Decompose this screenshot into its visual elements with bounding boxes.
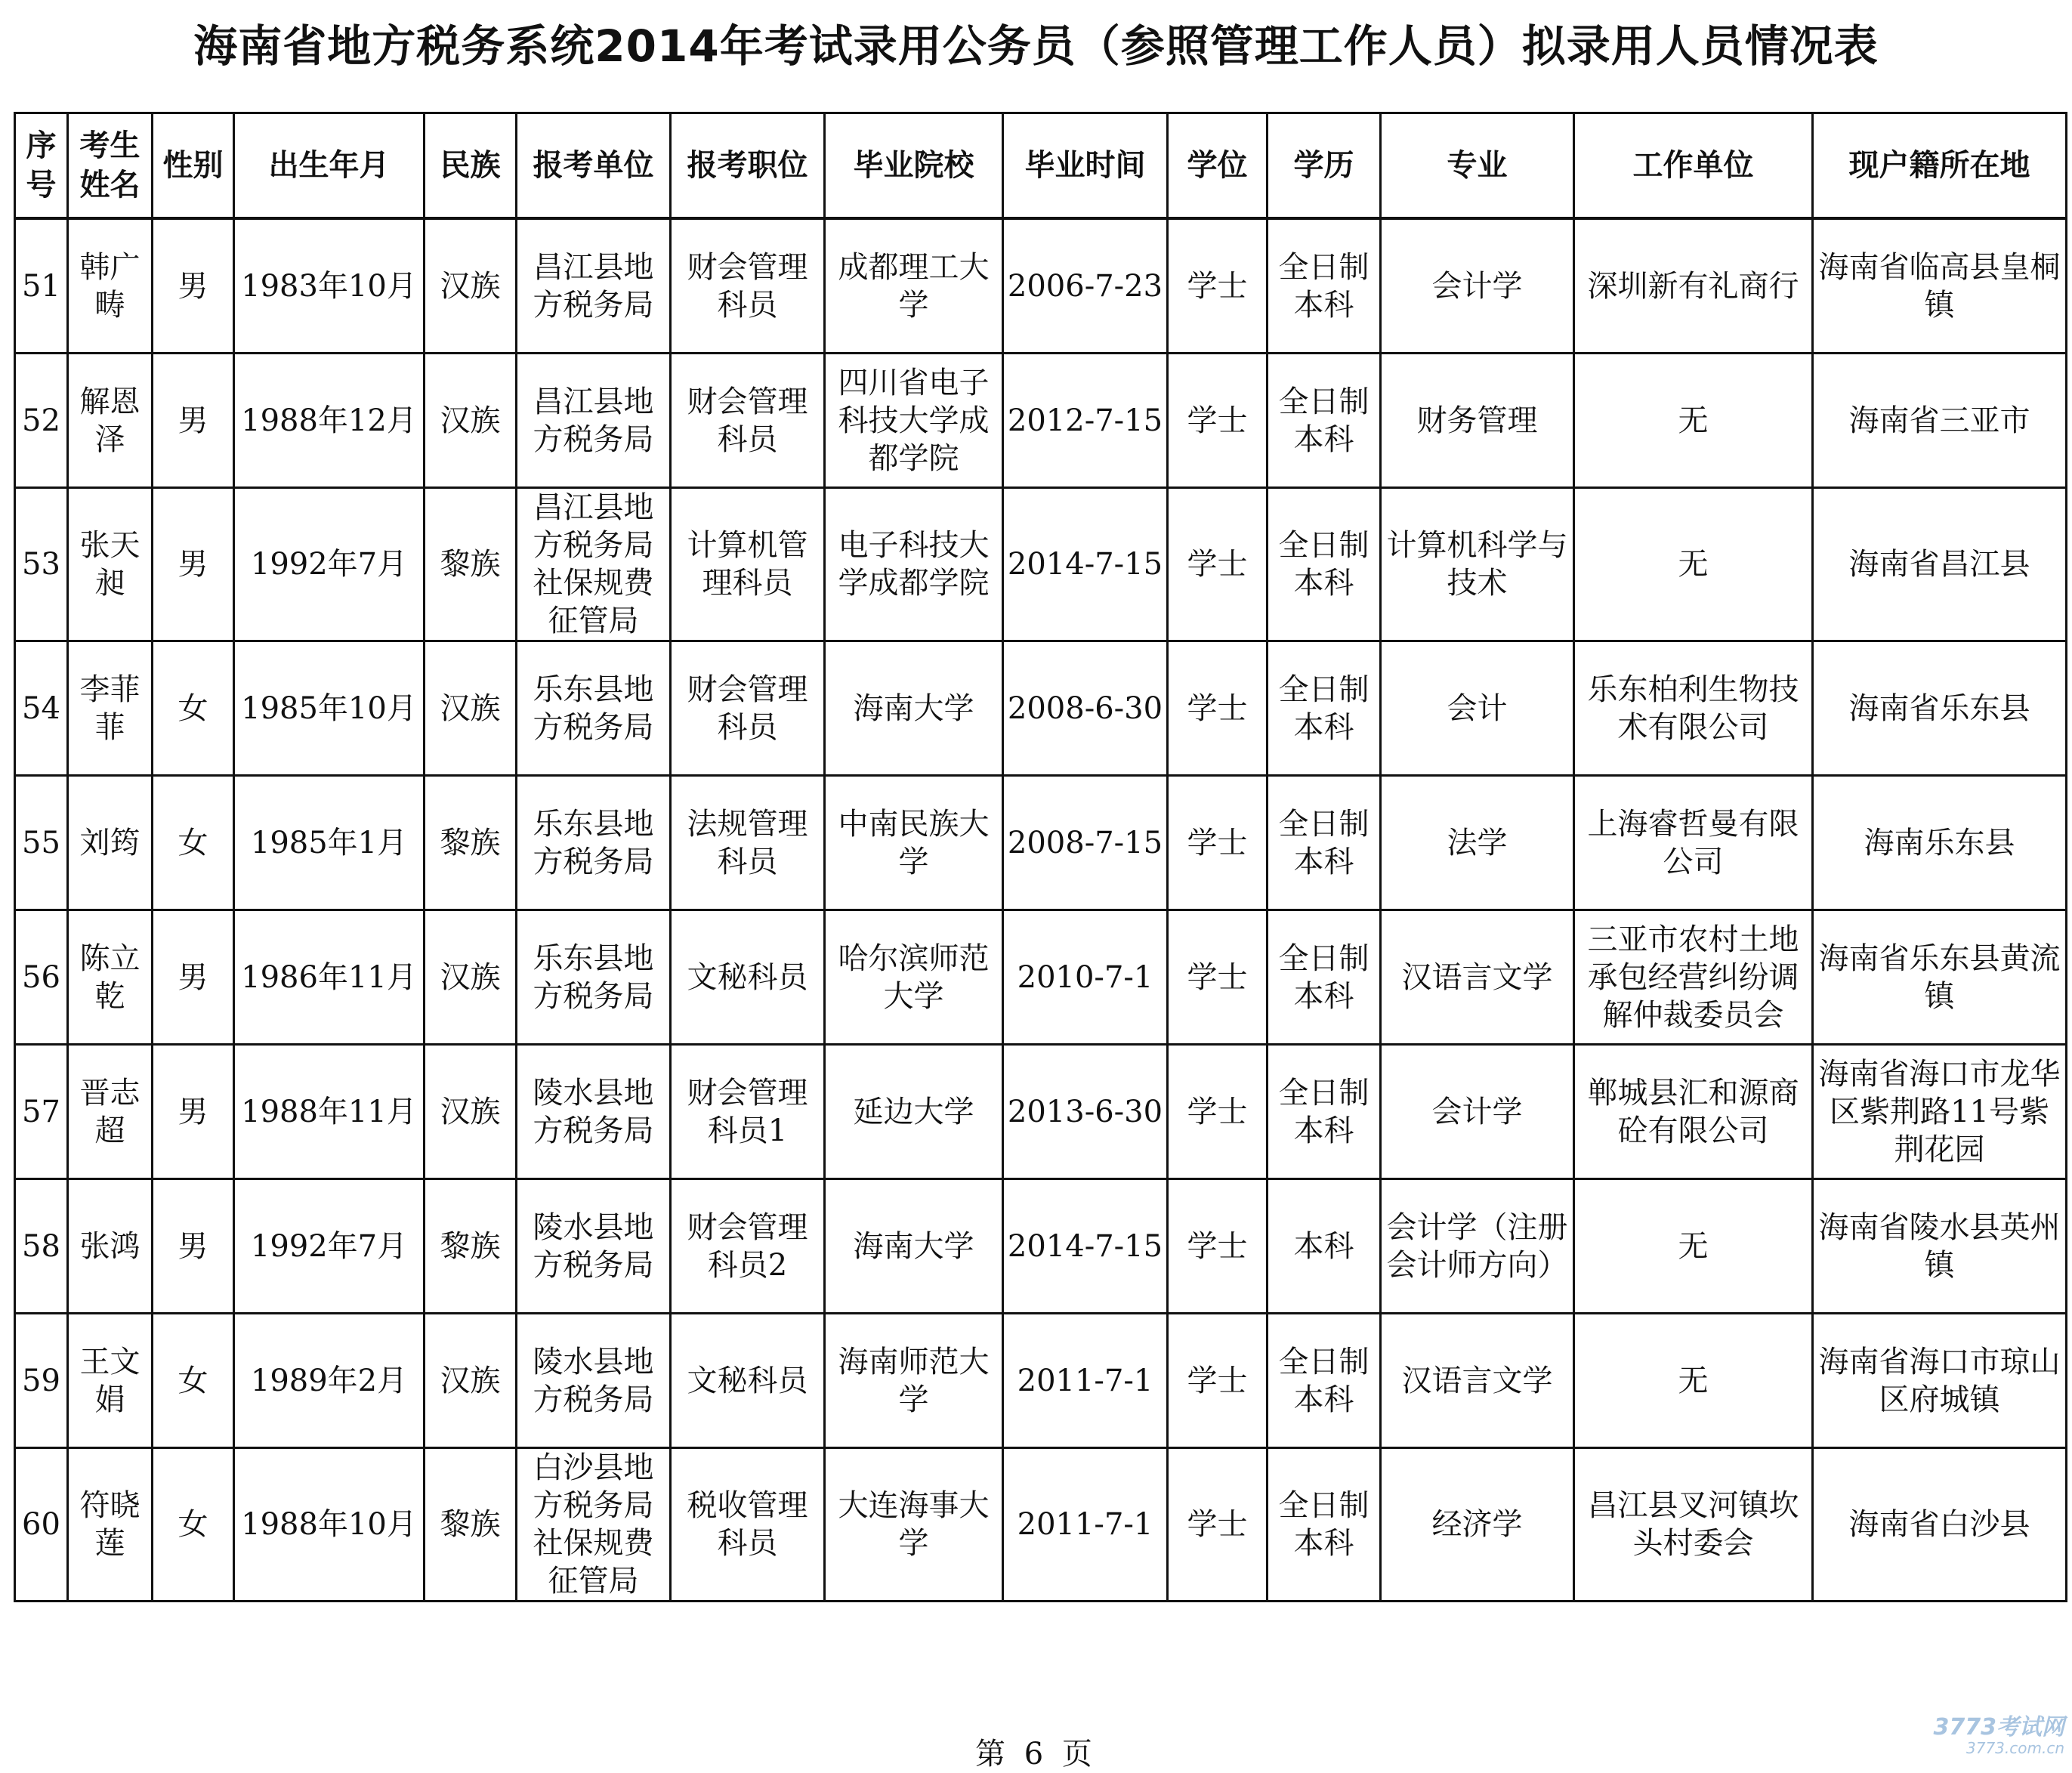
cell-employer: 无 [1574,1314,1813,1448]
table-row [15,776,2067,910]
cell-major: 法学 [1381,776,1574,910]
cell-name: 陈立乾 [68,910,153,1045]
cell-major: 会计学 [1381,218,1574,354]
cell-major: 会计学 [1381,1045,1574,1179]
cell-employer: 乐东柏利生物技术有限公司 [1574,641,1813,776]
cell-education: 全日制本科 [1268,354,1381,488]
cell-index: 55 [15,776,68,910]
cell-index: 51 [15,218,68,354]
cell-ethnicity: 黎族 [425,1179,517,1314]
cell-school: 海南师范大学 [825,1314,1003,1448]
cell-residence: 海南省陵水县英州镇 [1813,1179,2067,1314]
cell-birth: 1988年12月 [234,354,425,488]
cell-position: 税收管理科员 [671,1448,825,1602]
cell-birth: 1988年10月 [234,1448,425,1602]
cell-ethnicity: 黎族 [425,488,517,641]
cell-grad-date: 2012-7-15 [1003,354,1168,488]
candidate-table [14,112,2067,1602]
cell-residence: 海南省临高县皇桐镇 [1813,218,2067,354]
cell-name: 张鸿 [68,1179,153,1314]
cell-degree: 学士 [1168,641,1268,776]
table-row [15,354,2067,488]
cell-grad-date: 2008-6-30 [1003,641,1168,776]
cell-position: 财会管理科员2 [671,1179,825,1314]
cell-name: 韩广畴 [68,218,153,354]
cell-name: 王文娟 [68,1314,153,1448]
col-header-position: 报考职位 [671,113,825,219]
cell-employer: 郸城县汇和源商砼有限公司 [1574,1045,1813,1179]
cell-position: 财会管理科员1 [671,1045,825,1179]
col-header-grad-date: 毕业时间 [1003,113,1168,219]
cell-gender: 男 [153,910,234,1045]
cell-name: 李菲菲 [68,641,153,776]
col-header-name: 考生姓名 [68,113,153,219]
cell-birth: 1992年7月 [234,488,425,641]
cell-index: 52 [15,354,68,488]
cell-degree: 学士 [1168,1448,1268,1602]
cell-birth: 1988年11月 [234,1045,425,1179]
cell-education: 全日制本科 [1268,1045,1381,1179]
cell-residence: 海南乐东县 [1813,776,2067,910]
col-header-employer: 工作单位 [1574,113,1813,219]
cell-major: 会计 [1381,641,1574,776]
cell-position: 财会管理科员 [671,641,825,776]
cell-major: 计算机科学与技术 [1381,488,1574,641]
cell-index: 57 [15,1045,68,1179]
cell-major: 汉语言文学 [1381,910,1574,1045]
cell-position: 文秘科员 [671,1314,825,1448]
cell-name: 张天昶 [68,488,153,641]
cell-school: 海南大学 [825,641,1003,776]
cell-education: 全日制本科 [1268,1314,1381,1448]
cell-education: 全日制本科 [1268,218,1381,354]
cell-education: 全日制本科 [1268,910,1381,1045]
cell-name: 刘筠 [68,776,153,910]
cell-degree: 学士 [1168,354,1268,488]
cell-degree: 学士 [1168,1045,1268,1179]
cell-education: 全日制本科 [1268,641,1381,776]
cell-unit: 陵水县地方税务局 [517,1314,671,1448]
table-header-row [15,113,2067,219]
cell-ethnicity: 汉族 [425,641,517,776]
cell-gender: 男 [153,218,234,354]
col-header-birth: 出生年月 [234,113,425,219]
cell-residence: 海南省三亚市 [1813,354,2067,488]
cell-gender: 女 [153,1448,234,1602]
cell-ethnicity: 黎族 [425,1448,517,1602]
cell-education: 全日制本科 [1268,776,1381,910]
cell-school: 延边大学 [825,1045,1003,1179]
cell-ethnicity: 汉族 [425,218,517,354]
col-header-degree: 学位 [1168,113,1268,219]
cell-grad-date: 2011-7-1 [1003,1448,1168,1602]
cell-residence: 海南省乐东县 [1813,641,2067,776]
cell-residence: 海南省乐东县黄流镇 [1813,910,2067,1045]
col-header-ethnicity: 民族 [425,113,517,219]
cell-unit: 乐东县地方税务局 [517,641,671,776]
cell-position: 文秘科员 [671,910,825,1045]
cell-grad-date: 2010-7-1 [1003,910,1168,1045]
cell-school: 成都理工大学 [825,218,1003,354]
cell-residence: 海南省白沙县 [1813,1448,2067,1602]
cell-employer: 无 [1574,1179,1813,1314]
cell-gender: 男 [153,1045,234,1179]
cell-ethnicity: 汉族 [425,1314,517,1448]
cell-grad-date: 2006-7-23 [1003,218,1168,354]
cell-index: 59 [15,1314,68,1448]
cell-index: 56 [15,910,68,1045]
cell-grad-date: 2014-7-15 [1003,1179,1168,1314]
cell-major: 经济学 [1381,1448,1574,1602]
cell-unit: 陵水县地方税务局 [517,1179,671,1314]
watermark-text: 3773考试网 [1933,1714,2064,1741]
cell-birth: 1983年10月 [234,218,425,354]
cell-position: 财会管理科员 [671,218,825,354]
cell-gender: 女 [153,776,234,910]
table-row [15,1045,2067,1179]
table-row [15,641,2067,776]
table-row [15,218,2067,354]
cell-residence: 海南省昌江县 [1813,488,2067,641]
cell-employer: 无 [1574,488,1813,641]
cell-employer: 三亚市农村土地承包经营纠纷调解仲裁委员会 [1574,910,1813,1045]
cell-unit: 昌江县地方税务局社保规费征管局 [517,488,671,641]
cell-education: 全日制本科 [1268,488,1381,641]
cell-major: 汉语言文学 [1381,1314,1574,1448]
cell-employer: 无 [1574,354,1813,488]
cell-gender: 男 [153,354,234,488]
cell-school: 海南大学 [825,1179,1003,1314]
cell-position: 法规管理科员 [671,776,825,910]
cell-grad-date: 2014-7-15 [1003,488,1168,641]
cell-degree: 学士 [1168,1179,1268,1314]
table-row [15,910,2067,1045]
cell-gender: 女 [153,1314,234,1448]
col-header-index: 序号 [15,113,68,219]
cell-ethnicity: 汉族 [425,910,517,1045]
watermark-logo [1934,1715,2065,1756]
cell-education: 全日制本科 [1268,1448,1381,1602]
cell-employer: 深圳新有礼商行 [1574,218,1813,354]
table-row [15,1448,2067,1602]
col-header-residence: 现户籍所在地 [1813,113,2067,219]
cell-birth: 1985年10月 [234,641,425,776]
page-title: 海南省地方税务系统2014年考试录用公务员（参照管理工作人员）拟录用人员情况表 [193,20,1879,72]
cell-school: 电子科技大学成都学院 [825,488,1003,641]
table-row [15,488,2067,641]
watermark-url: 3773.com.cn [1966,1739,2064,1757]
cell-unit: 昌江县地方税务局 [517,354,671,488]
col-header-major: 专业 [1381,113,1574,219]
cell-major: 财务管理 [1381,354,1574,488]
cell-grad-date: 2008-7-15 [1003,776,1168,910]
cell-index: 60 [15,1448,68,1602]
cell-index: 58 [15,1179,68,1314]
table-body [15,218,2067,1602]
cell-residence: 海南省海口市琼山区府城镇 [1813,1314,2067,1448]
cell-school: 中南民族大学 [825,776,1003,910]
cell-index: 53 [15,488,68,641]
col-header-school: 毕业院校 [825,113,1003,219]
cell-birth: 1992年7月 [234,1179,425,1314]
col-header-unit: 报考单位 [517,113,671,219]
cell-school: 哈尔滨师范大学 [825,910,1003,1045]
cell-major: 会计学（注册会计师方向） [1381,1179,1574,1314]
cell-degree: 学士 [1168,488,1268,641]
cell-degree: 学士 [1168,1314,1268,1448]
cell-ethnicity: 汉族 [425,1045,517,1179]
cell-name: 晋志超 [68,1045,153,1179]
table-row [15,1314,2067,1448]
cell-gender: 男 [153,488,234,641]
cell-unit: 陵水县地方税务局 [517,1045,671,1179]
cell-school: 四川省电子科技大学成都学院 [825,354,1003,488]
table-row [15,1179,2067,1314]
cell-ethnicity: 黎族 [425,776,517,910]
cell-grad-date: 2013-6-30 [1003,1045,1168,1179]
cell-residence: 海南省海口市龙华区紫荆路11号紫荆花园 [1813,1045,2067,1179]
cell-gender: 男 [153,1179,234,1314]
col-header-education: 学历 [1268,113,1381,219]
cell-school: 大连海事大学 [825,1448,1003,1602]
cell-unit: 昌江县地方税务局 [517,218,671,354]
cell-position: 计算机管理科员 [671,488,825,641]
cell-unit: 乐东县地方税务局 [517,910,671,1045]
cell-employer: 上海睿哲曼有限公司 [1574,776,1813,910]
cell-unit: 白沙县地方税务局社保规费征管局 [517,1448,671,1602]
cell-employer: 昌江县叉河镇坎头村委会 [1574,1448,1813,1602]
cell-birth: 1989年2月 [234,1314,425,1448]
cell-degree: 学士 [1168,218,1268,354]
cell-name: 解恩泽 [68,354,153,488]
cell-birth: 1985年1月 [234,776,425,910]
cell-education: 本科 [1268,1179,1381,1314]
cell-position: 财会管理科员 [671,354,825,488]
cell-degree: 学士 [1168,910,1268,1045]
cell-name: 符晓莲 [68,1448,153,1602]
col-header-gender: 性别 [153,113,234,219]
cell-ethnicity: 汉族 [425,354,517,488]
cell-grad-date: 2011-7-1 [1003,1314,1168,1448]
cell-unit: 乐东县地方税务局 [517,776,671,910]
cell-gender: 女 [153,641,234,776]
cell-index: 54 [15,641,68,776]
page-number: 第 6 页 [975,1737,1097,1771]
cell-birth: 1986年11月 [234,910,425,1045]
cell-degree: 学士 [1168,776,1268,910]
